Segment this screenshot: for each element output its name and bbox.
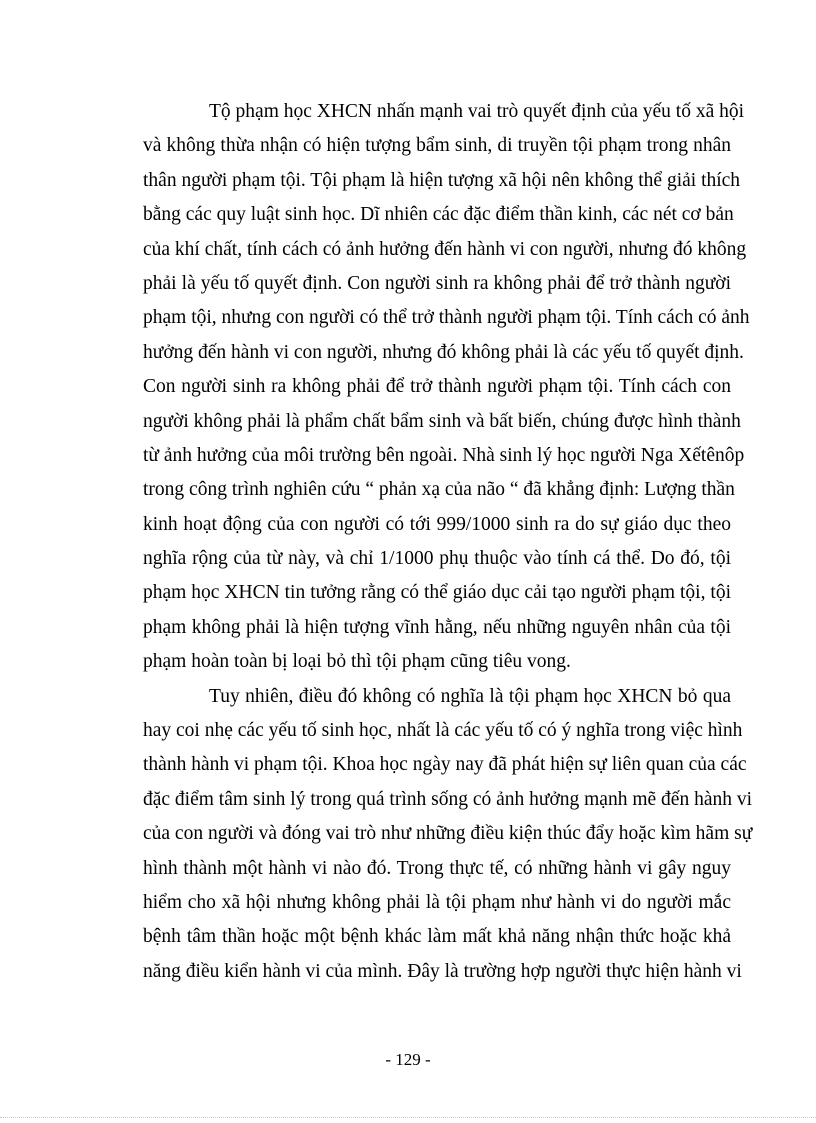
paragraph-line: Tộ phạm học XHCN nhấn mạnh vai trò quyết định của yếu tố xã hội <box>209 101 745 122</box>
footer-divider <box>0 1117 816 1118</box>
paragraph-line: phạm học XHCN tin tưởng rằng có thể giáo dục cải tạo người phạm tội, tội <box>143 582 731 604</box>
paragraph-line: của khí chất, tính cách có ảnh hưởng đến hành vi con người, nhưng đó không <box>143 238 747 260</box>
paragraph-line: nghĩa rộng của từ này, và chỉ 1/1000 phụ thuộc vào tính cá thể. Do đó, tội <box>143 548 731 570</box>
body-text <box>143 95 753 989</box>
paragraph-line: bằng các quy luật sinh học. Dĩ nhiên các đặc điểm thần kinh, các nét cơ bản <box>143 204 734 226</box>
paragraph-line: phạm không phải là hiện tượng vĩnh hằng, nếu những nguyên nhân của tội <box>143 616 731 638</box>
paragraph-line: kinh hoạt động của con người có tới 999/1000 sinh ra do sự giáo dục theo <box>143 513 731 535</box>
paragraph-line: phạm hoàn toàn bị loại bỏ thì tội phạm cũng tiêu vong. <box>143 651 571 673</box>
paragraph-line: thân người phạm tội. Tội phạm là hiện tượng xã hội nên không thể giải thích <box>143 169 741 191</box>
paragraph-line: hưởng đến hành vi con người, nhưng đó không phải là các yếu tố quyết định. <box>143 341 744 363</box>
page-number: - 129 - <box>385 1050 431 1069</box>
paragraph-2 <box>143 680 753 990</box>
paragraph-line: và không thừa nhận có hiện tượng bẩm sinh, di truyền tội phạm trong nhân <box>143 135 731 157</box>
paragraph-line: Con người sinh ra không phải để trở thành người phạm tội. Tính cách con <box>143 376 731 398</box>
paragraph-line: hay coi nhẹ các yếu tố sinh học, nhất là các yếu tố có ý nghĩa trong việc hình <box>143 720 743 742</box>
paragraph-line: của con người và đóng vai trò như những điều kiện thúc đẩy hoặc kìm hãm sự <box>143 823 753 845</box>
paragraph-line: thành hành vi phạm tội. Khoa học ngày nay đã phát hiện sự liên quan của các <box>143 754 747 776</box>
paragraph-line: Tuy nhiên, điều đó không có nghĩa là tội phạm học XHCN bỏ qua <box>209 685 731 707</box>
paragraph-line: đặc điểm tâm sinh lý trong quá trình sống có ảnh hưởng mạnh mẽ đến hành vi <box>143 788 753 810</box>
paragraph-line: từ ảnh hưởng của môi trường bên ngoài. Nhà sinh lý học người Nga Xếtênôp <box>143 444 745 466</box>
paragraph-line: trong công trình nghiên cứu “ phản xạ của não “ đã khẳng định: Lượng thần <box>143 479 735 501</box>
paragraph-line: hình thành một hành vi nào đó. Trong thực tế, có những hành vi gây nguy <box>143 857 731 879</box>
paragraph-line: năng điều kiển hành vi của mình. Đây là trường hợp người thực hiện hành vi <box>143 960 742 982</box>
paragraph-line: phải là yếu tố quyết định. Con người sinh ra không phải để trở thành người <box>143 272 731 294</box>
paragraph-line: người không phải là phẩm chất bẩm sinh và bất biến, chúng được hình thành <box>143 410 741 432</box>
paragraph-line: phạm tội, nhưng con người có thể trở thành người phạm tội. Tính cách có ảnh <box>143 307 750 329</box>
paragraph-line: hiểm cho xã hội nhưng không phải là tội phạm như hành vi do người mắc <box>143 891 731 913</box>
paragraph-line: bệnh tâm thần hoặc một bệnh khác làm mất khả năng nhận thức hoặc khả <box>143 926 731 948</box>
paragraph-1 <box>143 95 750 680</box>
